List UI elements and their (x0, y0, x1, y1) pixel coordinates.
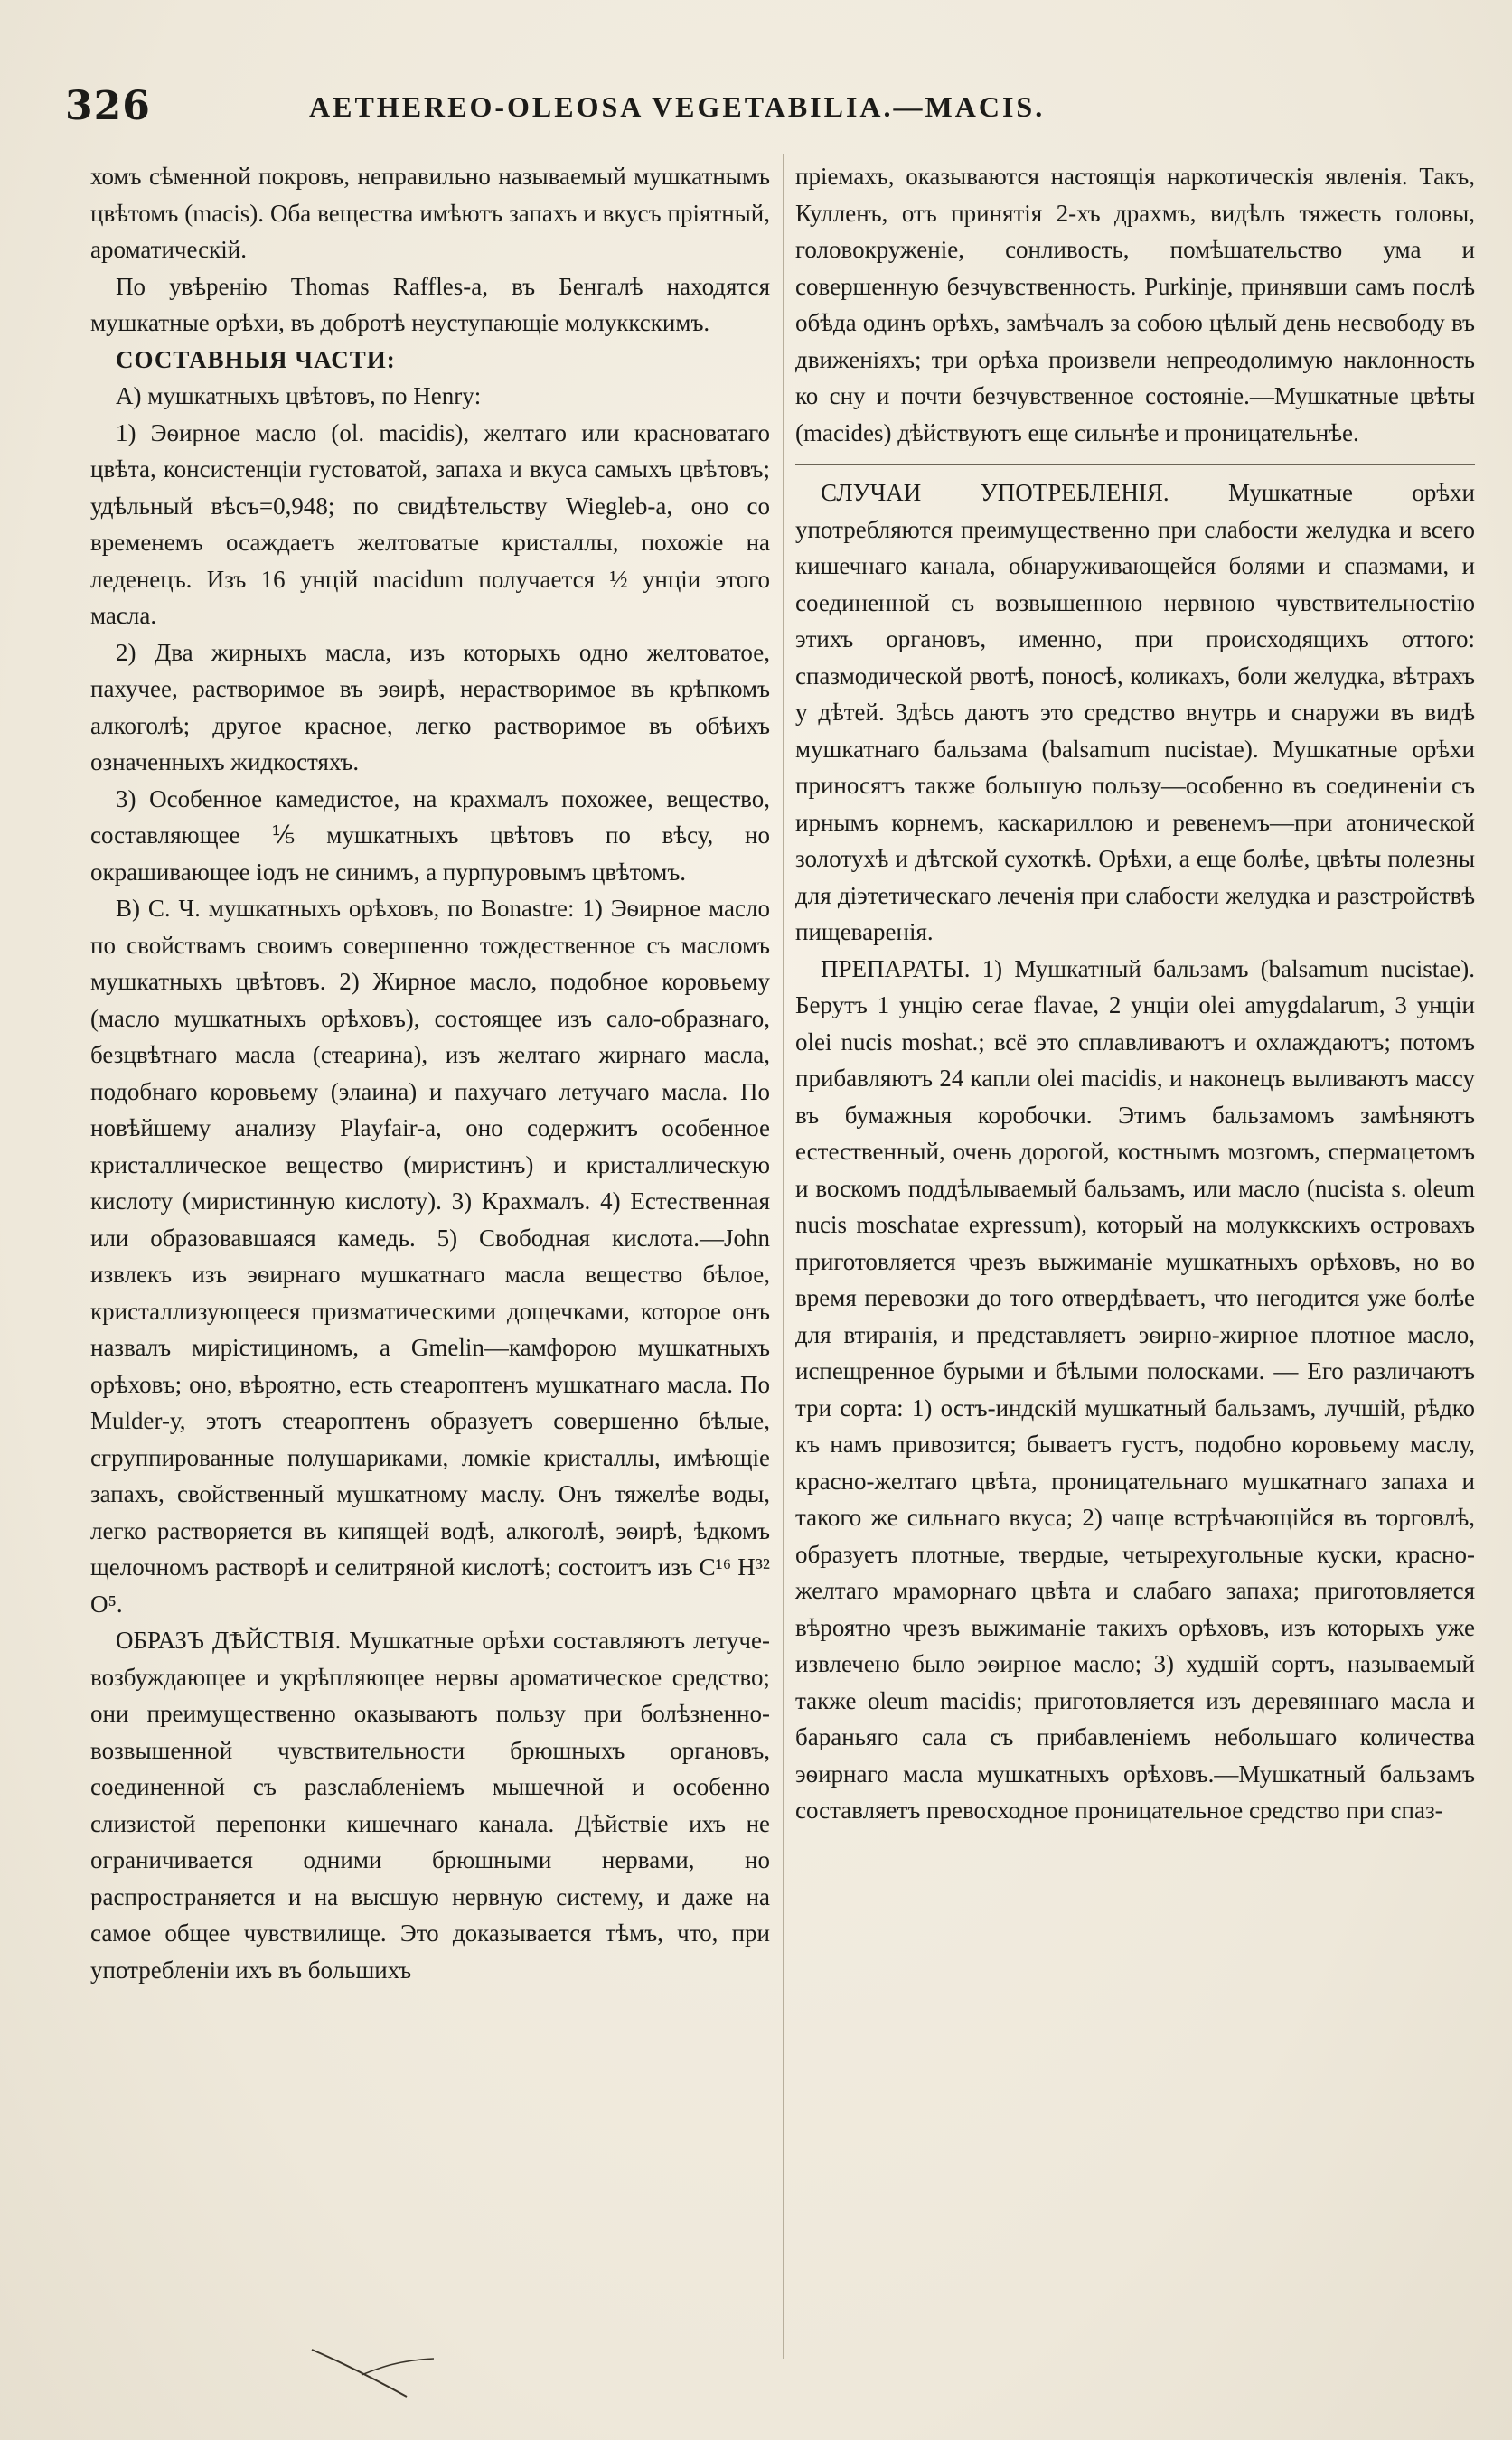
section-rule (795, 464, 1475, 465)
left-column (90, 158, 770, 1988)
subheading-mace-henry: А) мушкатныхъ цвѣтовъ, по Henry: (116, 382, 482, 409)
column-divider (783, 154, 784, 2359)
page-number: 326 (65, 83, 151, 129)
paragraph-narcotic-effects: пріемахъ, оказываются настоящія наркотическія явленія. Такъ, Кулленъ, отъ принятія 2-хъ драхмъ, видѣлъ тяжесть головы, головокруженіе, сонливость, помѣшательство ума и совершенную безчувственность. Purkinje, принявши самъ послѣ обѣда одинъ орѣхъ, замѣчалъ за собою цѣлый день несвободу въ движеніяхъ; три орѣха произвели непреодолимую наклонность ко сну и почти безчувственное состояніе.—Мушкатные цвѣты (macides) дѣйствуютъ еще сильнѣе и проницательнѣе. (795, 163, 1475, 446)
paragraph-ethereal-oil: 1) Эѳирное масло (ol. macidis), желтаго или красноватаго цвѣта, консистенціи густоватой, запаха и вкуса самыхъ цвѣтовъ; удѣльный вѣсъ=0,948; по свидѣтельству Wiegleb-а, оно со временемъ осаждаетъ желтоватые кристаллы, похожіе на леденецъ. Изъ 16 унцій macidum получается ½ унціи этого масла. (90, 418, 770, 629)
running-title: AETHEREO-OLEOSA VEGETABILIA.—MACIS. (309, 90, 1046, 123)
paragraph-mode-of-action: ОБРАЗЪ ДѢЙСТВІЯ. Мушкатные орѣхи составляютъ летуче-возбуждающее и укрѣпляющее нервы ароматическое средство; они преимущественно оказываютъ пользу при болѣзненно-возвышенной чувствительности брюшныхъ органовъ, соединенной съ разслабленіемъ мышечной и особенно слизистой перепонки кишечнаго канала. Дѣйствіе ихъ не ограничивается одними брюшными нервами, но распространяется и на высшую нервную систему, и даже на самое общее чувствилище. Это доказывается тѣмъ, что, при употребленіи ихъ въ большихъ (90, 1627, 770, 1984)
paragraph-nutmeg-bonastre: В) С. Ч. мушкатныхъ орѣховъ, по Bonastre: 1) Эѳирное масло по свойствамъ своимъ совершенно тождественное съ масломъ мушкатныхъ цвѣтовъ. 2) Жирное масло, подобное коровьему (масло мушкатныхъ орѣховъ), состоящее изъ сало-образнаго, безцвѣтнаго масла (стеарина), изъ желтаго жирнаго масла, подобнаго коровьему (элаина) и пахучаго летучаго масла. По новѣйшему анализу Playfair-а, оно содержитъ особенное кристаллическое вещество (миристинъ) и кристаллическую кислоту (миристинную кислоту). 3) Крахмалъ. 4) Естественная или образовавшаяся камедь. 5) Свободная кислота.—John извлекъ изъ эѳирнаго мушкатнаго масла вещество бѣлое, кристаллизующееся призматическими дощечками, которое онъ назвалъ мирістициномъ, а Gmelin—камфорою мушкатныхъ орѣховъ; оно, вѣроятно, есть стеароптенъ мушкатнаго масла. По Mulder-у, этотъ стеароптенъ образуетъ совершенно бѣлые, сгруппированные полушариками, ломкіе кристаллы, имѣющіе запахъ, свойственный мушкатному маслу. Онъ тяжелѣе воды, легко растворяется въ кипящей водѣ, алкоголѣ, эѳирѣ, ѣдкомъ щелочномъ растворѣ и селитряной кислотѣ; состоитъ изъ C¹⁶ H³² O⁵. (90, 895, 770, 1618)
paragraph-gummy-substance: 3) Особенное камедистое, на крахмалъ похожее, вещество, составляющее ⅕ мушкатныхъ цвѣтовъ по вѣсу, но окрашивающее іодъ не синимъ, а пурпуровымъ цвѣтомъ. (90, 784, 770, 886)
page-header (65, 83, 1439, 137)
right-column (795, 158, 1475, 1829)
paragraph-indications: СЛУЧАИ УПОТРЕБЛЕНІЯ. Мушкатные орѣхи употребляются преимущественно при слабости желудка и всего кишечнаго канала, обнаруживающейся болями и спазмами, и соединенной съ возвышенною нервною чувствительностію этихъ органовъ, именно, при происходящихъ оттого: спазмодической рвотѣ, поносѣ, коликахъ, боли желудка, вѣтрахъ у дѣтей. Здѣсь даютъ это средство внутрь и снаружи въ видѣ мушкатнаго бальзама (balsamum nucistae). Мушкатные орѣхи приносятъ также большую пользу—особенно въ соединеніи съ ирнымъ корнемъ, каскариллою и ревенемъ—при атонической золотухѣ и дѣтской сухоткѣ. Орѣхи, а еще болѣе, цвѣты полезны для діэтетическаго леченія при слабости желудка и разстройствѣ пищеваренія. (795, 479, 1475, 945)
paragraph-seed-cover: хомъ сѣменной покровъ, неправильно называемый мушкатнымъ цвѣтомъ (macis). Оба вещества имѣютъ запахъ и вкусъ пріятный, ароматическій. (90, 163, 770, 263)
paragraph-raffles: По увѣренію Thomas Raffles-а, въ Бенгалѣ находятся мушкатные орѣхи, въ добротѣ неуступающіе молуккскимъ. (90, 272, 770, 336)
section-heading-composition: СОСТАВНЫЯ ЧАСТИ: (116, 345, 396, 373)
paragraph-preparations: ПРЕПАРАТЫ. 1) Мушкатный бальзамъ (balsamum nucistae). Берутъ 1 унцію cerae flavae, 2 унціи olei amygdalarum, 3 унціи olei nucis moshat.; всё это сплавливаютъ и охлаждаютъ; потомъ прибавляютъ 24 капли olei macidis, и наконецъ выливаютъ массу въ бумажныя коробочки. Этимъ бальзамомъ замѣняютъ естественный, очень дорогой, костнымъ мозгомъ, спермацетомъ и воскомъ поддѣлываемый бальзамъ, или масло (nucista s. oleum nucis moschatae expressum), который на молуккскихъ островахъ приготовляется чрезъ выжиманіе мушкатныхъ орѣховъ, но во время перевозки до того отвердѣваетъ, что негодится уже болѣе для втиранія, и представляетъ эѳирно-жирное плотное масло, испещренное бурыми и бѣлыми полосками. — Его различаютъ три сорта: 1) остъ-индскій мушкатный бальзамъ, лучшій, рѣдко къ намъ привозится; бываетъ густъ, подобно коровьему маслу, красно-желтаго цвѣта, проницательнаго мушкатнаго запаха и такого же сильнаго вкуса; 2) чаще встрѣчающійся въ торговлѣ, образуетъ плотные, твердые, четырехугольные куски, красно-желтаго мраморнаго цвѣта и слабаго запаха; приготовляется вѣроятно чрезъ выжиманіе такихъ орѣховъ, изъ которыхъ уже извлечено было эѳирное масло; 3) худшій сортъ, называемый также oleum macidis; приготовляется изъ деревяннаго масла и бараньяго сала съ прибавленіемъ небольшаго количества эѳирнаго масла мушкатныхъ орѣховъ.—Мушкатный бальзамъ составляетъ превосходное проницательное средство при спаз- (795, 954, 1475, 1824)
paragraph-fatty-oils: 2) Два жирныхъ масла, изъ которыхъ одно желтоватое, пахучее, растворимое въ эѳирѣ, нерастворимое въ крѣпкомъ алкоголѣ; другое красное, легко растворимое въ обѣихъ означенныхъ жидкостяхъ. (90, 638, 770, 775)
pen-scratch-mark (307, 2341, 443, 2404)
